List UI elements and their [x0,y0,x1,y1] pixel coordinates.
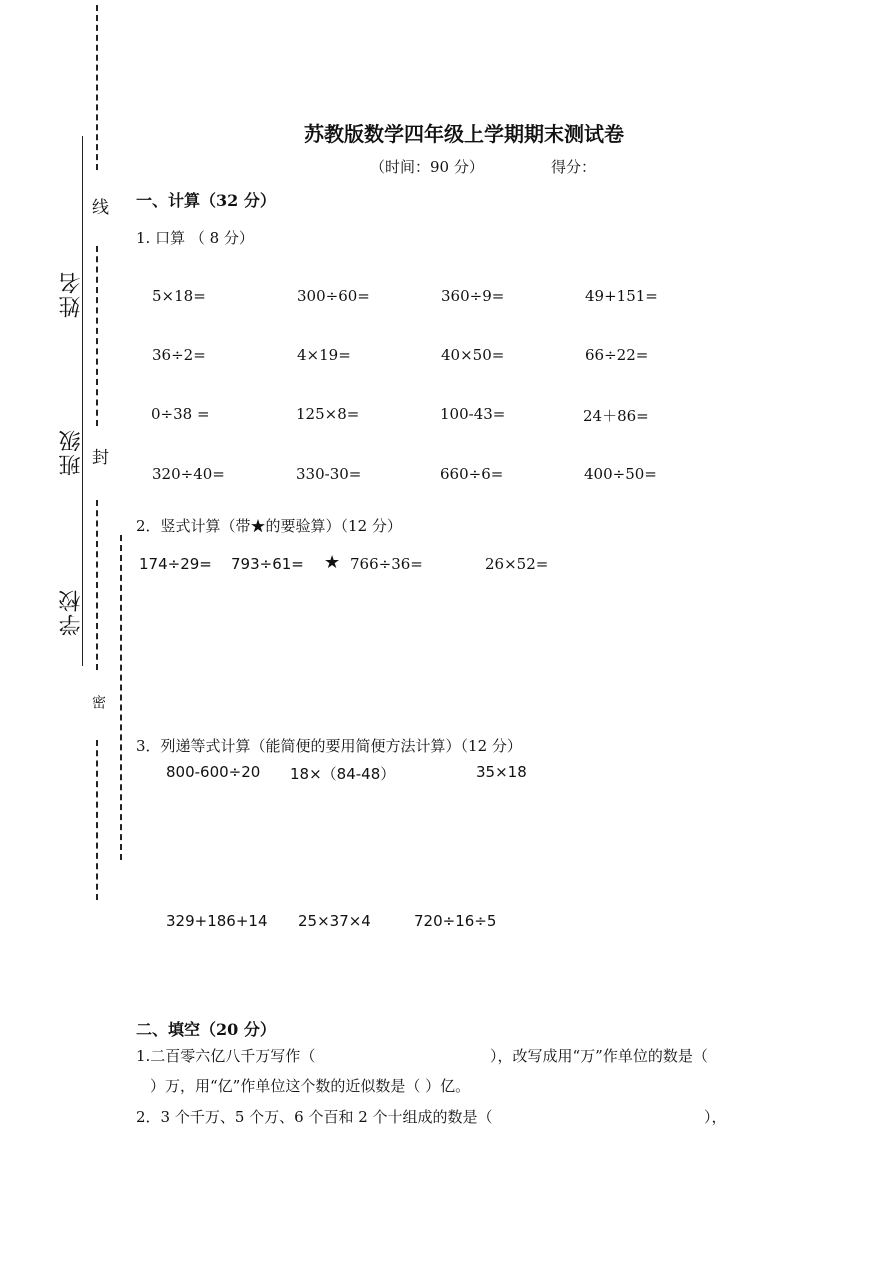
margin-dashed-line [96,500,98,670]
oral-item: 100-43= [440,405,506,423]
fill-q2-part-a: 2．3 个千万、5 个万、6 个百和 2 个十组成的数是（ [136,1108,493,1126]
stepwise-item: 18×（84-48） [290,765,396,783]
time-limit: （时间：90 分） [370,158,484,176]
star-icon: ★ [324,552,341,573]
fill-q1-line2: ）万，用“亿”作单位这个数的近似数是（ ）亿。 [150,1077,471,1095]
oral-item: 400÷50= [584,465,657,483]
seal-xian: 线 [88,198,108,215]
vertical-item: 26×52= [485,555,549,573]
margin-dashed-line [96,5,98,170]
oral-item: 330-30= [296,465,362,483]
class-label: 班级 [59,428,84,476]
stepwise-item: 329+186+14 [166,912,268,930]
vertical-item: 174÷29= [139,555,212,573]
seal-feng: 封 [88,448,108,465]
oral-item: 0÷38 = [151,405,210,423]
vertical-item: 793÷61= [231,555,304,573]
oral-item: 320÷40= [152,465,225,483]
oral-item: 40×50= [441,346,505,364]
margin-dashed-line [96,740,98,900]
q3-label: 3．列递等式计算（能简便的要用简便方法计算）（12 分） [136,737,522,755]
name-label: 姓名 [59,270,84,318]
section2-heading: 二、填空（20 分） [136,1020,276,1039]
oral-item: 66÷22= [585,346,649,364]
stepwise-item: 800-600÷20 [166,763,261,781]
q2-label: 2．竖式计算（带★的要验算）（12 分） [136,517,402,535]
oral-item: 24＋86= [583,407,649,425]
stepwise-item: 720÷16÷5 [414,912,497,930]
oral-item: 300÷60= [297,287,370,305]
q1-label: 1. 口算 （ 8 分） [136,229,254,247]
margin-dashed-line [96,246,98,426]
oral-item: 5×18= [152,287,206,305]
page-title: 苏教版数学四年级上学期期末测试卷 [304,122,624,146]
oral-item: 49+151= [585,287,658,305]
section1-heading: 一、计算（32 分） [136,191,276,210]
fill-q1-part-a: 1.二百零六亿八千万写作（ [136,1047,316,1065]
fill-q2-part-b: ）， [704,1108,727,1126]
oral-item: 125×8= [296,405,360,423]
seal-mi: 密 [90,695,106,709]
oral-item: 4×19= [297,346,351,364]
fill-q1-part-b: ），改写成用“万”作单位的数是（ [490,1047,708,1065]
school-label: 学校 [59,588,84,636]
oral-item: 660÷6= [440,465,504,483]
score-field: 得分： [551,158,597,176]
margin-dashed-line-inner [120,535,122,860]
vertical-item: 766÷36= [350,555,423,573]
oral-item: 360÷9= [441,287,505,305]
student-info-line [82,136,83,666]
stepwise-item: 25×37×4 [298,912,371,930]
stepwise-item: 35×18 [476,763,527,781]
oral-item: 36÷2= [152,346,206,364]
